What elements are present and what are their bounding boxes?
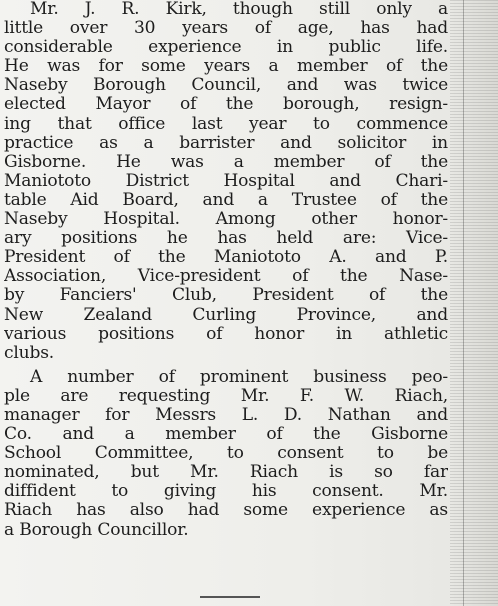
text-line: elected Mayor of the borough, resign-	[4, 95, 448, 115]
bottom-rule	[200, 596, 260, 598]
text-line: Gisborne. He was a member of the	[4, 152, 448, 172]
text-line: little over 30 years of age, has had	[4, 19, 448, 39]
column-rule	[463, 0, 464, 606]
text-line: Co. and a member of the Gisborne	[4, 425, 448, 445]
text-line: practice as a barrister and solicitor in	[4, 133, 448, 153]
text-line: He was for some years a member of the	[4, 57, 448, 77]
text-line: New Zealand Curling Province, and	[4, 305, 448, 325]
text-line: table Aid Board, and a Trustee of the	[4, 190, 448, 210]
text-line: ary positions he has held are: Vice-	[4, 229, 448, 249]
text-line: a Borough Councillor.	[4, 520, 189, 540]
text-line: Mr. J. R. Kirk, though still only a	[30, 0, 448, 19]
text-line: by Fanciers' Club, President of the	[4, 286, 448, 306]
text-line: Association, Vice-president of the Nase-	[4, 267, 448, 287]
text-line: diffident to giving his consent. Mr.	[4, 482, 448, 502]
torn-page-edge	[450, 0, 498, 606]
text-line: ing that office last year to commence	[4, 114, 448, 134]
text-line: President of the Maniototo A. and P.	[4, 248, 448, 268]
text-line: Naseby Borough Council, and was twice	[4, 76, 448, 96]
text-line: clubs.	[4, 343, 54, 363]
text-line: manager for Messrs L. D. Nathan and	[4, 405, 448, 425]
text-line: various positions of honor in athletic	[4, 324, 448, 344]
article-column	[4, 0, 448, 540]
text-line: ple are requesting Mr. F. W. Riach,	[4, 386, 448, 406]
paragraph-riach	[4, 368, 448, 540]
text-line: Riach has also had some experience as	[4, 501, 448, 521]
text-line: Naseby Hospital. Among other honor-	[4, 210, 448, 230]
paragraph-kirk	[4, 0, 448, 363]
text-line: A number of prominent business peo-	[30, 367, 448, 387]
text-line: considerable experience in public life.	[4, 38, 448, 58]
text-line: nominated, but Mr. Riach is so far	[4, 463, 448, 483]
text-line: Maniototo District Hospital and Chari-	[4, 171, 448, 191]
text-line: School Committee, to consent to be	[4, 444, 448, 464]
